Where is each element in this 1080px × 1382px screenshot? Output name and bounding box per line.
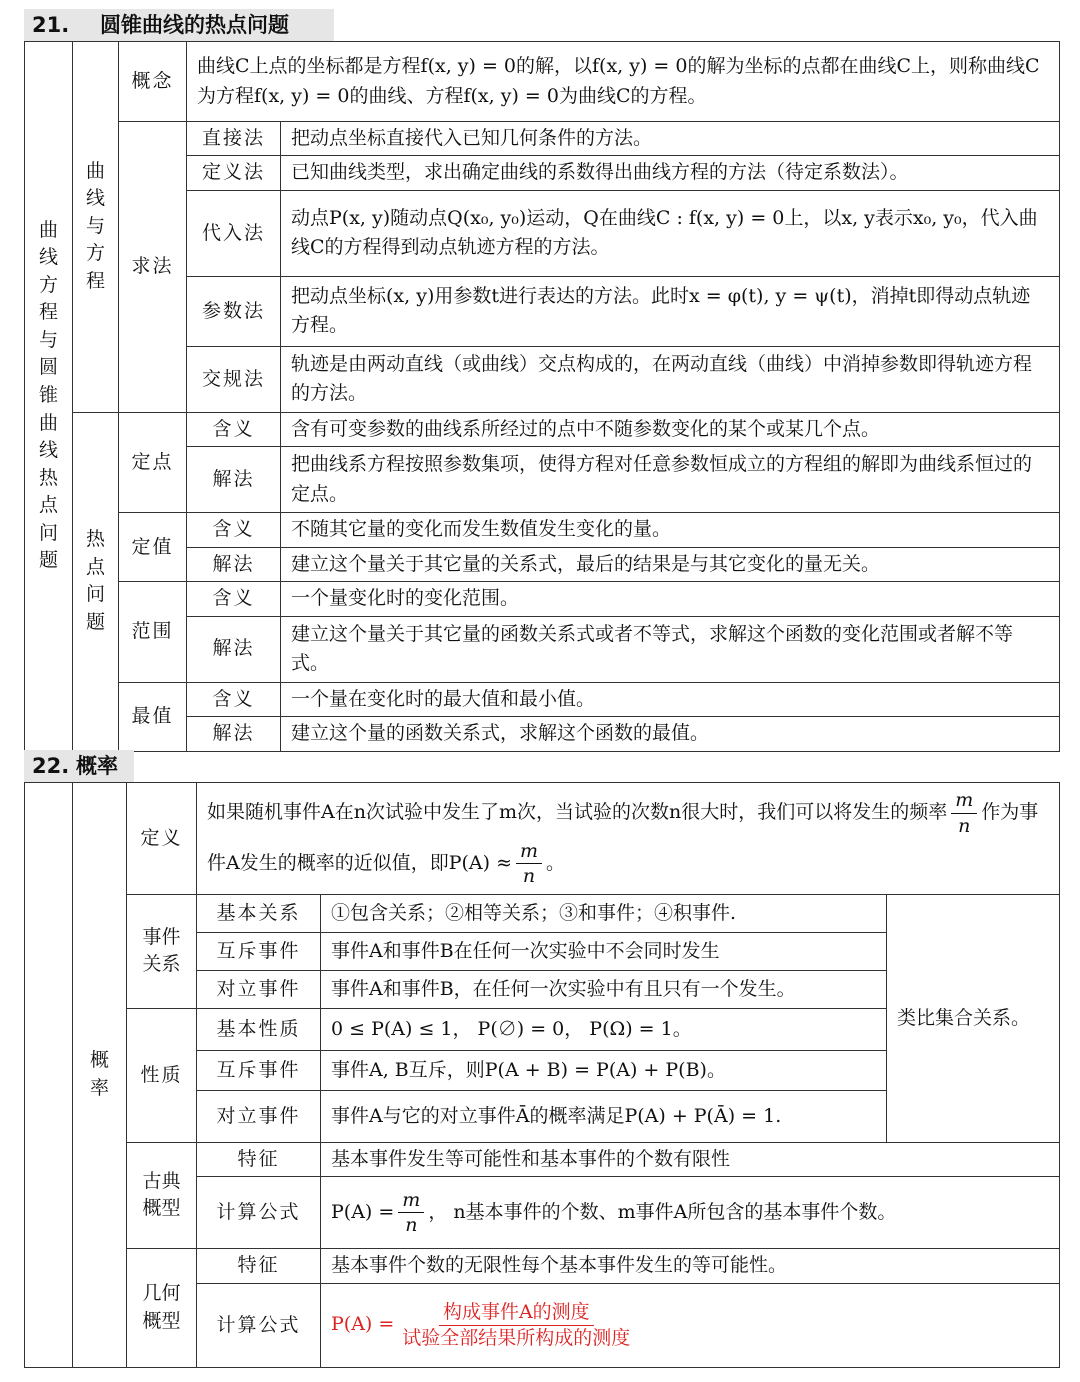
table-row (25, 122, 1060, 156)
table-row (25, 582, 1060, 616)
definition-text: 如果随机事件A在n次试验中发生了m次，当试验的次数n很大时，我们可以将发生的频率 $\frac{m}{n}$ 作为事件A发生的概率的近似值，即P(A) ≈ $\frac{m}{n}$ 。 (197, 783, 1060, 895)
table-row (25, 1143, 1060, 1177)
method-name: 定义法 (187, 156, 281, 190)
meaning-text: 不随其它量的变化而发生数值发生变化的量。 (281, 513, 1060, 547)
solve-label: 解法 (187, 616, 281, 682)
relation-text: ①包含关系；②相等关系；③和事件；④积事件. (321, 895, 887, 933)
relation-label: 事件关系 (127, 895, 197, 1009)
feature-text: 基本事件个数的无限性每个基本事件发生的等可能性。 (321, 1249, 1060, 1283)
geometric-formula: P(A) = $\frac{\text{构成事件A的测度}}{\text{试验全部结果所构成的测度}}$ (321, 1283, 1060, 1367)
hot-label: 范围 (119, 582, 187, 682)
method-name: 参数法 (187, 276, 281, 346)
meaning-label: 含义 (187, 682, 281, 716)
formula-label: 计算公式 (197, 1283, 321, 1367)
relation-text: 事件A和事件B在任何一次实验中不会同时发生 (321, 933, 887, 971)
section-number: 22. (32, 754, 70, 778)
concept-label: 概念 (119, 42, 187, 122)
meaning-text: 一个量在变化时的最大值和最小值。 (281, 682, 1060, 716)
formula-text: P(A) = $\frac{m}{n}$ ， n基本事件的个数、m事件A所包含的基本事件个数。 (321, 1177, 1060, 1249)
table-row (25, 513, 1060, 547)
hot-label: 最值 (119, 682, 187, 751)
concept-text: 曲线C上点的坐标都是方程f(x, y) = 0的解，以f(x, y) = 0的解为坐标的点都在曲线C上，则称曲线C为方程f(x, y) = 0的曲线、方程f(x, y) = 0为曲线C的方程。 (187, 42, 1060, 122)
meaning-label: 含义 (187, 582, 281, 616)
meaning-text: 一个量变化时的变化范围。 (281, 582, 1060, 616)
table-row (25, 682, 1060, 716)
classic-model-label: 古典概型 (127, 1143, 197, 1249)
blank-cell (25, 783, 73, 1368)
feature-text: 基本事件发生等可能性和基本事件的个数有限性 (321, 1143, 1060, 1177)
table-row (25, 783, 1060, 895)
relation-name: 基本关系 (197, 895, 321, 933)
solve-label: 解法 (187, 447, 281, 513)
property-label: 性质 (127, 1009, 197, 1143)
hot-label: 定点 (119, 412, 187, 512)
fraction: $\frac{m}{n}$ (951, 788, 977, 838)
formula-label: 计算公式 (197, 1177, 321, 1249)
solve-label: 解法 (187, 547, 281, 581)
conic-table (24, 41, 1060, 752)
method-text: 把动点坐标(x, y)用参数t进行表达的方法。此时x = φ(t), y = ψ(t)，消掉t即得动点轨迹方程。 (281, 276, 1060, 346)
section-heading: 圆锥曲线的热点问题 (100, 13, 289, 37)
table-row (25, 42, 1060, 122)
section-21-title (24, 9, 334, 41)
table-row (25, 895, 1060, 933)
section-22-title (24, 750, 134, 782)
solve-text: 建立这个量的函数关系式，求解这个函数的最值。 (281, 717, 1060, 751)
method-label: 求法 (119, 122, 187, 413)
fraction: $\frac{m}{n}$ (516, 839, 542, 889)
solve-label: 解法 (187, 717, 281, 751)
section-number: 21. (32, 13, 70, 37)
property-name: 基本性质 (197, 1009, 321, 1051)
method-text: 轨迹是由两动直线（或曲线）交点构成的，在两动直线（曲线）中消掉参数即得轨迹方程的方法。 (281, 346, 1060, 412)
feature-label: 特征 (197, 1143, 321, 1177)
method-text: 动点P(x, y)随动点Q(x₀, y₀)运动，Q在曲线C : f(x, y) = 0上，以x, y表示x₀, y₀，代入曲线C的方程得到动点轨迹方程的方法。 (281, 190, 1060, 276)
meaning-label: 含义 (187, 412, 281, 446)
analogy-note: 类比集合关系。 (887, 895, 1060, 1143)
fraction: $\frac{\text{构成事件A的测度}}{\text{试验全部结果所构成的测度}}$ (402, 1301, 631, 1349)
geometric-model-label: 几何概型 (127, 1249, 197, 1368)
solve-text: 把曲线系方程按照参数集项，使得方程对任意参数恒成立的方程组的解即为曲线系恒过的定点。 (281, 447, 1060, 513)
property-text: 事件A与它的对立事件Ā的概率满足P(A) + P(Ā) = 1. (321, 1091, 887, 1143)
definition-label: 定义 (127, 783, 197, 895)
method-name: 代入法 (187, 190, 281, 276)
table-row (25, 412, 1060, 446)
relation-name: 互斥事件 (197, 933, 321, 971)
solve-text: 建立这个量关于其它量的函数关系式或者不等式，求解这个函数的变化范围或者解不等式。 (281, 616, 1060, 682)
property-name: 对立事件 (197, 1091, 321, 1143)
feature-label: 特征 (197, 1249, 321, 1283)
meaning-label: 含义 (187, 513, 281, 547)
main-category-cell: 曲线方程与圆锥曲线热点问题 (25, 42, 73, 752)
hot-label: 定值 (119, 513, 187, 582)
group-curve-equation: 曲线与方程 (73, 42, 119, 413)
relation-text: 事件A和事件B，在任何一次实验中有且只有一个发生。 (321, 971, 887, 1009)
property-text: 0 ≤ P(A) ≤ 1， P(∅) = 0， P(Ω) = 1。 (321, 1009, 887, 1051)
probability-table (24, 782, 1060, 1368)
meaning-text: 含有可变参数的曲线系所经过的点中不随参数变化的某个或某几个点。 (281, 412, 1060, 446)
fraction: $\frac{m}{n}$ (398, 1188, 424, 1238)
table-row (25, 1249, 1060, 1283)
method-name: 直接法 (187, 122, 281, 156)
section-heading: 概率 (76, 754, 118, 778)
method-text: 把动点坐标直接代入已知几何条件的方法。 (281, 122, 1060, 156)
method-text: 已知曲线类型，求出确定曲线的系数得出曲线方程的方法（待定系数法）。 (281, 156, 1060, 190)
probability-group: 概率 (73, 783, 127, 1368)
method-name: 交规法 (187, 346, 281, 412)
solve-text: 建立这个量关于其它量的关系式，最后的结果是与其它变化的量无关。 (281, 547, 1060, 581)
relation-name: 对立事件 (197, 971, 321, 1009)
property-text: 事件A, B互斥，则P(A + B) = P(A) + P(B)。 (321, 1051, 887, 1091)
group-hot-problems: 热点问题 (73, 412, 119, 751)
property-name: 互斥事件 (197, 1051, 321, 1091)
